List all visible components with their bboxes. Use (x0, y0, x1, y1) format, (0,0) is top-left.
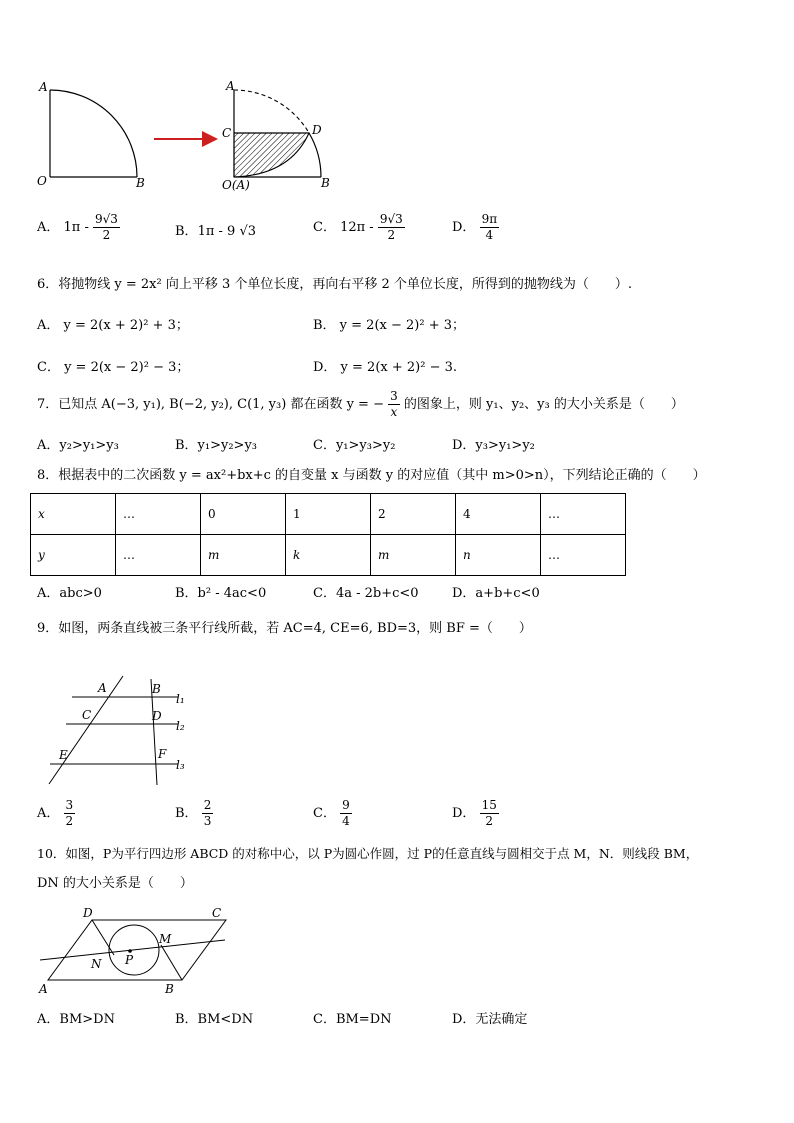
q5-option-c: C． 12π - $\frac{9√3}{2}$ (313, 212, 403, 242)
q7-stem: 7．已知点 A(−3, y₁), B(−2, y₂), C(1, y₃) 都在函数 y = − $\frac{3}{x}$ 的图象上，则 y₁、y₂、y₃ 的大小关系是（ ） (37, 389, 684, 419)
label-D: D (83, 906, 93, 920)
label-C: C (212, 906, 222, 920)
q8-value-table (30, 493, 626, 576)
quarter-circle-right (234, 90, 321, 177)
label-O-left: O (37, 174, 47, 188)
q9-figure (40, 673, 210, 791)
q8-option-a: A．abc>0 (37, 586, 102, 601)
label-N: N (91, 957, 102, 971)
label-B: B (152, 682, 161, 696)
q9-option-d: D． $\frac{15}{2}$ (452, 798, 497, 828)
q9-stem: 9．如图，两条直线被三条平行线所截，若 AC=4, CE=6, BD=3，则 BF =（ ） (37, 621, 532, 636)
label-A-right: A (226, 79, 235, 93)
q9-option-c: C． $\frac{9}{4}$ (313, 798, 350, 828)
q5-option-b: B．1π - 9 √3 (175, 224, 256, 239)
label-A: A (98, 681, 107, 695)
q10-figure (32, 900, 232, 1000)
label-l1: l₁ (176, 692, 185, 706)
q8-option-c: C．4a - 2b+c<0 (313, 586, 419, 601)
q6-stem: 6．将抛物线 y = 2x² 向上平移 3 个单位长度，再向右平移 2 个单位长度，所得到的抛物线为（ ）. (37, 277, 633, 292)
label-D-right: D (312, 123, 322, 137)
q8-stem: 8．根据表中的二次函数 y = ax²+bx+c 的自变量 x 与函数 y 的对应值（其中 m>0>n），下列结论正确的（ ） (37, 468, 706, 483)
label-l3: l₃ (176, 758, 185, 772)
label-B-left: B (136, 176, 145, 190)
quarter-circle-left (50, 90, 137, 177)
label-B: B (165, 982, 174, 996)
q10-stem-line1: 10．如图，P为平行四边形 ABCD 的对称中心，以 P为圆心作圆，过 P的任意直线与圆相交于点 M，N．则线段 BM， (37, 846, 699, 861)
label-B-right: B (321, 176, 330, 190)
q5-option-d: D． $\frac{9\pi}{4}$ (452, 212, 498, 242)
table-row: y … m k m n … (31, 535, 626, 576)
q7-option-a: A．y₂>y₁>y₃ (37, 438, 119, 453)
q10-option-a: A．BM>DN (37, 1012, 115, 1027)
q10-option-c: C．BM=DN (313, 1012, 392, 1027)
q5-figure (30, 75, 350, 195)
q6-option-c: C． y = 2(x − 2)² − 3； (37, 360, 190, 375)
label-l2: l₂ (176, 719, 185, 733)
label-M: M (159, 932, 172, 946)
q6-option-d: D． y = 2(x + 2)² − 3. (313, 360, 458, 375)
q7-option-c: C．y₁>y₃>y₂ (313, 438, 396, 453)
q7-option-d: D．y₃>y₁>y₂ (452, 438, 535, 453)
label-A-left: A (39, 80, 48, 94)
label-C-right: C (222, 126, 232, 140)
q10-option-b: B．BM<DN (175, 1012, 254, 1027)
q5-option-a: A． 1π - $\frac{9√3}{2}$ (37, 212, 118, 242)
q10-stem-line2: DN 的大小关系是（ ） (37, 876, 193, 891)
q9-option-b: B． $\frac{2}{3}$ (175, 798, 212, 828)
q8-option-b: B．b² - 4ac<0 (175, 586, 267, 601)
label-E: E (59, 748, 68, 762)
q6-option-b: B． y = 2(x − 2)² + 3； (313, 318, 466, 333)
label-A: A (39, 982, 48, 996)
q10-option-d: D．无法确定 (452, 1012, 528, 1027)
label-F: F (158, 747, 167, 761)
label-C: C (82, 708, 92, 722)
q9-option-a: A． $\frac{3}{2}$ (37, 798, 74, 828)
label-P: P (125, 953, 134, 967)
q6-option-a: A． y = 2(x + 2)² + 3； (37, 318, 189, 333)
table-row: x … 0 1 2 4 … (31, 494, 626, 535)
label-OA-right: O(A) (222, 178, 250, 192)
q8-option-d: D．a+b+c<0 (452, 586, 540, 601)
q7-option-b: B．y₁>y₂>y₃ (175, 438, 258, 453)
label-D: D (152, 709, 162, 723)
